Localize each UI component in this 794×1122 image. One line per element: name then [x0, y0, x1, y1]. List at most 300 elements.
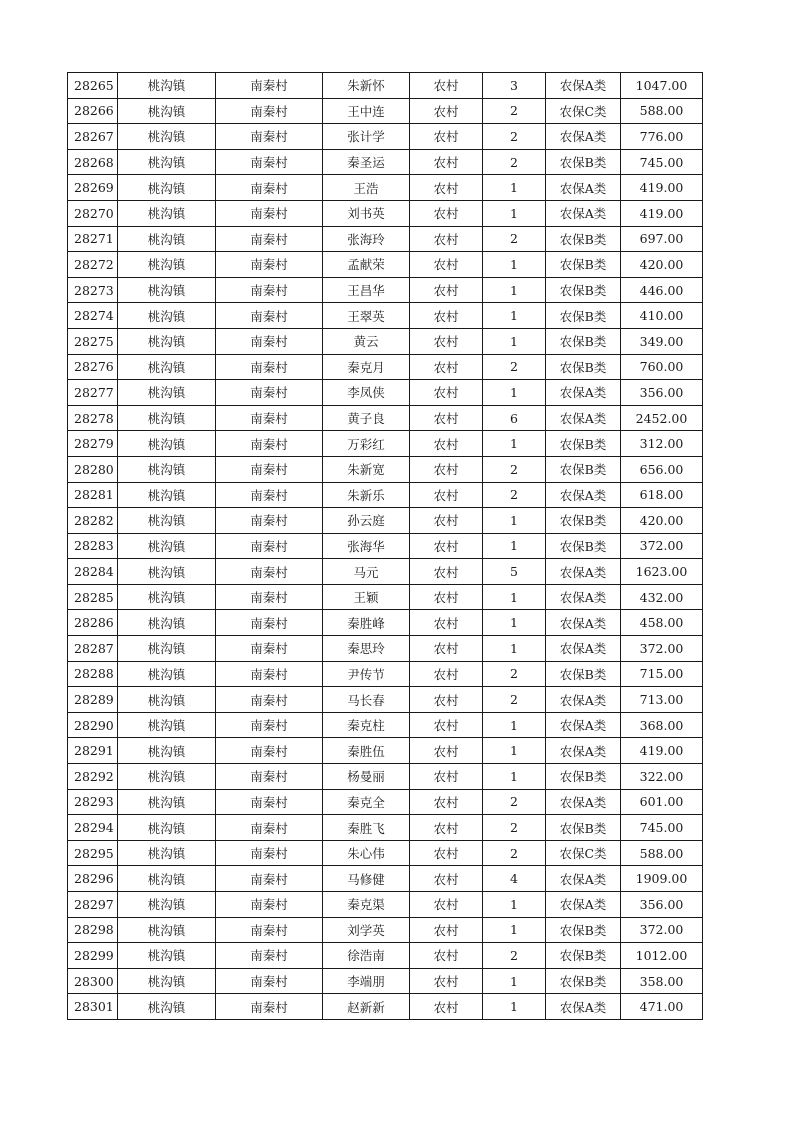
cell-town: 桃沟镇 [118, 764, 216, 790]
cell-amount: 368.00 [621, 712, 703, 738]
cell-town: 桃沟镇 [118, 73, 216, 99]
cell-town: 桃沟镇 [118, 124, 216, 150]
cell-amount: 322.00 [621, 764, 703, 790]
cell-name: 秦克渠 [323, 892, 410, 918]
cell-member-count: 1 [483, 328, 546, 354]
cell-name: 王翠英 [323, 303, 410, 329]
cell-village: 南秦村 [216, 892, 323, 918]
cell-village: 南秦村 [216, 943, 323, 969]
cell-household-type: 农村 [410, 584, 483, 610]
table-row [68, 994, 703, 1020]
cell-household-type: 农村 [410, 98, 483, 124]
cell-town: 桃沟镇 [118, 252, 216, 278]
table-row [68, 687, 703, 713]
cell-household-type: 农村 [410, 917, 483, 943]
cell-town: 桃沟镇 [118, 866, 216, 892]
table-row [68, 610, 703, 636]
table-row [68, 124, 703, 150]
cell-village: 南秦村 [216, 508, 323, 534]
cell-record-id: 28275 [68, 328, 118, 354]
cell-household-type: 农村 [410, 175, 483, 201]
cell-name: 秦胜飞 [323, 815, 410, 841]
cell-name: 秦思玲 [323, 636, 410, 662]
cell-category: 农保A类 [546, 892, 621, 918]
cell-name: 王浩 [323, 175, 410, 201]
cell-amount: 745.00 [621, 149, 703, 175]
cell-town: 桃沟镇 [118, 508, 216, 534]
cell-amount: 419.00 [621, 175, 703, 201]
cell-name: 万彩红 [323, 431, 410, 457]
cell-category: 农保A类 [546, 124, 621, 150]
cell-member-count: 1 [483, 175, 546, 201]
cell-household-type: 农村 [410, 559, 483, 585]
cell-village: 南秦村 [216, 380, 323, 406]
cell-member-count: 1 [483, 252, 546, 278]
cell-household-type: 农村 [410, 533, 483, 559]
cell-village: 南秦村 [216, 328, 323, 354]
cell-household-type: 农村 [410, 328, 483, 354]
cell-name: 赵新新 [323, 994, 410, 1020]
cell-category: 农保A类 [546, 559, 621, 585]
cell-town: 桃沟镇 [118, 661, 216, 687]
cell-record-id: 28296 [68, 866, 118, 892]
cell-village: 南秦村 [216, 917, 323, 943]
cell-village: 南秦村 [216, 636, 323, 662]
cell-category: 农保A类 [546, 687, 621, 713]
cell-village: 南秦村 [216, 687, 323, 713]
cell-category: 农保B类 [546, 456, 621, 482]
cell-household-type: 农村 [410, 738, 483, 764]
cell-amount: 420.00 [621, 252, 703, 278]
cell-household-type: 农村 [410, 354, 483, 380]
cell-town: 桃沟镇 [118, 917, 216, 943]
cell-record-id: 28274 [68, 303, 118, 329]
cell-category: 农保C类 [546, 840, 621, 866]
cell-member-count: 1 [483, 431, 546, 457]
cell-amount: 1012.00 [621, 943, 703, 969]
table-body [68, 73, 703, 1020]
cell-town: 桃沟镇 [118, 968, 216, 994]
table-row [68, 584, 703, 610]
cell-category: 农保A类 [546, 712, 621, 738]
cell-amount: 458.00 [621, 610, 703, 636]
cell-amount: 312.00 [621, 431, 703, 457]
cell-category: 农保B类 [546, 815, 621, 841]
cell-village: 南秦村 [216, 354, 323, 380]
cell-amount: 697.00 [621, 226, 703, 252]
cell-record-id: 28298 [68, 917, 118, 943]
cell-amount: 776.00 [621, 124, 703, 150]
cell-member-count: 1 [483, 892, 546, 918]
cell-town: 桃沟镇 [118, 200, 216, 226]
cell-village: 南秦村 [216, 661, 323, 687]
table-row [68, 559, 703, 585]
cell-amount: 1047.00 [621, 73, 703, 99]
cell-member-count: 6 [483, 405, 546, 431]
table-row [68, 226, 703, 252]
cell-member-count: 2 [483, 354, 546, 380]
cell-town: 桃沟镇 [118, 994, 216, 1020]
cell-name: 徐浩南 [323, 943, 410, 969]
cell-village: 南秦村 [216, 405, 323, 431]
cell-member-count: 1 [483, 994, 546, 1020]
cell-record-id: 28299 [68, 943, 118, 969]
table-row [68, 943, 703, 969]
cell-town: 桃沟镇 [118, 277, 216, 303]
cell-record-id: 28285 [68, 584, 118, 610]
cell-name: 朱新怀 [323, 73, 410, 99]
cell-name: 秦胜峰 [323, 610, 410, 636]
cell-record-id: 28265 [68, 73, 118, 99]
cell-town: 桃沟镇 [118, 405, 216, 431]
cell-town: 桃沟镇 [118, 328, 216, 354]
cell-amount: 715.00 [621, 661, 703, 687]
cell-category: 农保B类 [546, 277, 621, 303]
cell-town: 桃沟镇 [118, 687, 216, 713]
cell-town: 桃沟镇 [118, 456, 216, 482]
table-row [68, 200, 703, 226]
cell-name: 秦克柱 [323, 712, 410, 738]
cell-category: 农保A类 [546, 866, 621, 892]
cell-town: 桃沟镇 [118, 175, 216, 201]
cell-record-id: 28292 [68, 764, 118, 790]
cell-town: 桃沟镇 [118, 533, 216, 559]
cell-household-type: 农村 [410, 994, 483, 1020]
table-row [68, 661, 703, 687]
cell-village: 南秦村 [216, 73, 323, 99]
cell-amount: 760.00 [621, 354, 703, 380]
cell-village: 南秦村 [216, 277, 323, 303]
cell-category: 农保A类 [546, 994, 621, 1020]
cell-record-id: 28277 [68, 380, 118, 406]
cell-record-id: 28290 [68, 712, 118, 738]
cell-member-count: 1 [483, 636, 546, 662]
cell-member-count: 2 [483, 149, 546, 175]
cell-member-count: 5 [483, 559, 546, 585]
cell-village: 南秦村 [216, 584, 323, 610]
cell-member-count: 2 [483, 456, 546, 482]
cell-member-count: 4 [483, 866, 546, 892]
cell-name: 马元 [323, 559, 410, 585]
table-row [68, 917, 703, 943]
cell-household-type: 农村 [410, 252, 483, 278]
cell-amount: 372.00 [621, 636, 703, 662]
cell-record-id: 28282 [68, 508, 118, 534]
cell-record-id: 28301 [68, 994, 118, 1020]
cell-household-type: 农村 [410, 303, 483, 329]
cell-member-count: 2 [483, 815, 546, 841]
cell-category: 农保B类 [546, 303, 621, 329]
cell-amount: 372.00 [621, 533, 703, 559]
cell-name: 张海华 [323, 533, 410, 559]
cell-category: 农保B类 [546, 149, 621, 175]
cell-name: 黄云 [323, 328, 410, 354]
cell-record-id: 28267 [68, 124, 118, 150]
cell-town: 桃沟镇 [118, 738, 216, 764]
cell-amount: 713.00 [621, 687, 703, 713]
cell-record-id: 28283 [68, 533, 118, 559]
cell-member-count: 1 [483, 764, 546, 790]
cell-name: 李端朋 [323, 968, 410, 994]
cell-record-id: 28289 [68, 687, 118, 713]
cell-amount: 618.00 [621, 482, 703, 508]
cell-amount: 601.00 [621, 789, 703, 815]
cell-household-type: 农村 [410, 815, 483, 841]
cell-household-type: 农村 [410, 661, 483, 687]
table-row [68, 636, 703, 662]
cell-name: 刘学英 [323, 917, 410, 943]
cell-village: 南秦村 [216, 149, 323, 175]
cell-household-type: 农村 [410, 968, 483, 994]
cell-amount: 420.00 [621, 508, 703, 534]
cell-name: 杨曼丽 [323, 764, 410, 790]
cell-town: 桃沟镇 [118, 226, 216, 252]
cell-household-type: 农村 [410, 789, 483, 815]
cell-category: 农保B类 [546, 917, 621, 943]
cell-category: 农保A类 [546, 175, 621, 201]
cell-village: 南秦村 [216, 431, 323, 457]
cell-name: 李凤侠 [323, 380, 410, 406]
cell-member-count: 2 [483, 687, 546, 713]
cell-name: 秦克月 [323, 354, 410, 380]
cell-name: 孟献荣 [323, 252, 410, 278]
cell-category: 农保B类 [546, 968, 621, 994]
table-row [68, 380, 703, 406]
document-page [67, 72, 703, 1020]
table-row [68, 738, 703, 764]
cell-village: 南秦村 [216, 303, 323, 329]
cell-village: 南秦村 [216, 789, 323, 815]
cell-name: 秦克全 [323, 789, 410, 815]
cell-member-count: 1 [483, 584, 546, 610]
cell-name: 尹传节 [323, 661, 410, 687]
cell-household-type: 农村 [410, 636, 483, 662]
table-row [68, 405, 703, 431]
cell-record-id: 28280 [68, 456, 118, 482]
table-row [68, 73, 703, 99]
table-row [68, 840, 703, 866]
table-row [68, 712, 703, 738]
cell-town: 桃沟镇 [118, 431, 216, 457]
cell-member-count: 2 [483, 661, 546, 687]
cell-record-id: 28291 [68, 738, 118, 764]
cell-town: 桃沟镇 [118, 943, 216, 969]
cell-category: 农保B类 [546, 354, 621, 380]
cell-amount: 1909.00 [621, 866, 703, 892]
cell-name: 秦圣运 [323, 149, 410, 175]
cell-record-id: 28273 [68, 277, 118, 303]
cell-household-type: 农村 [410, 277, 483, 303]
cell-amount: 1623.00 [621, 559, 703, 585]
cell-amount: 349.00 [621, 328, 703, 354]
cell-category: 农保B类 [546, 431, 621, 457]
cell-category: 农保B类 [546, 764, 621, 790]
cell-member-count: 2 [483, 943, 546, 969]
table-row [68, 533, 703, 559]
cell-village: 南秦村 [216, 226, 323, 252]
table-row [68, 866, 703, 892]
cell-village: 南秦村 [216, 815, 323, 841]
cell-member-count: 1 [483, 533, 546, 559]
cell-member-count: 1 [483, 968, 546, 994]
cell-village: 南秦村 [216, 482, 323, 508]
table-row [68, 456, 703, 482]
cell-member-count: 1 [483, 277, 546, 303]
cell-amount: 419.00 [621, 738, 703, 764]
cell-name: 刘书英 [323, 200, 410, 226]
table-row [68, 328, 703, 354]
cell-name: 孙云庭 [323, 508, 410, 534]
cell-town: 桃沟镇 [118, 354, 216, 380]
cell-category: 农保B类 [546, 226, 621, 252]
table-row [68, 508, 703, 534]
cell-record-id: 28295 [68, 840, 118, 866]
cell-record-id: 28272 [68, 252, 118, 278]
cell-name: 张计学 [323, 124, 410, 150]
table-row [68, 815, 703, 841]
cell-category: 农保B类 [546, 661, 621, 687]
cell-village: 南秦村 [216, 738, 323, 764]
table-row [68, 277, 703, 303]
cell-amount: 656.00 [621, 456, 703, 482]
cell-name: 朱新宽 [323, 456, 410, 482]
table-row [68, 482, 703, 508]
cell-record-id: 28270 [68, 200, 118, 226]
cell-record-id: 28266 [68, 98, 118, 124]
cell-household-type: 农村 [410, 149, 483, 175]
cell-category: 农保A类 [546, 380, 621, 406]
cell-village: 南秦村 [216, 175, 323, 201]
cell-village: 南秦村 [216, 252, 323, 278]
cell-category: 农保C类 [546, 98, 621, 124]
cell-member-count: 2 [483, 789, 546, 815]
cell-record-id: 28294 [68, 815, 118, 841]
cell-member-count: 2 [483, 124, 546, 150]
cell-record-id: 28269 [68, 175, 118, 201]
cell-household-type: 农村 [410, 892, 483, 918]
cell-household-type: 农村 [410, 405, 483, 431]
cell-category: 农保A类 [546, 405, 621, 431]
cell-category: 农保A类 [546, 200, 621, 226]
cell-record-id: 28288 [68, 661, 118, 687]
table-row [68, 252, 703, 278]
cell-household-type: 农村 [410, 866, 483, 892]
table-row [68, 149, 703, 175]
cell-category: 农保B类 [546, 328, 621, 354]
cell-amount: 356.00 [621, 380, 703, 406]
cell-record-id: 28297 [68, 892, 118, 918]
cell-town: 桃沟镇 [118, 892, 216, 918]
table-row [68, 431, 703, 457]
cell-household-type: 农村 [410, 456, 483, 482]
cell-village: 南秦村 [216, 98, 323, 124]
cell-village: 南秦村 [216, 533, 323, 559]
cell-category: 农保A类 [546, 584, 621, 610]
cell-record-id: 28276 [68, 354, 118, 380]
cell-member-count: 2 [483, 840, 546, 866]
cell-member-count: 1 [483, 738, 546, 764]
cell-household-type: 农村 [410, 943, 483, 969]
cell-household-type: 农村 [410, 508, 483, 534]
cell-name: 王昌华 [323, 277, 410, 303]
cell-member-count: 1 [483, 712, 546, 738]
cell-town: 桃沟镇 [118, 610, 216, 636]
cell-record-id: 28268 [68, 149, 118, 175]
cell-record-id: 28278 [68, 405, 118, 431]
cell-category: 农保A类 [546, 636, 621, 662]
cell-amount: 2452.00 [621, 405, 703, 431]
cell-household-type: 农村 [410, 200, 483, 226]
cell-name: 王颖 [323, 584, 410, 610]
cell-household-type: 农村 [410, 226, 483, 252]
table-row [68, 303, 703, 329]
cell-town: 桃沟镇 [118, 482, 216, 508]
cell-name: 马修健 [323, 866, 410, 892]
cell-town: 桃沟镇 [118, 636, 216, 662]
cell-village: 南秦村 [216, 968, 323, 994]
cell-household-type: 农村 [410, 431, 483, 457]
cell-category: 农保A类 [546, 610, 621, 636]
cell-record-id: 28286 [68, 610, 118, 636]
cell-record-id: 28271 [68, 226, 118, 252]
cell-record-id: 28284 [68, 559, 118, 585]
cell-town: 桃沟镇 [118, 712, 216, 738]
cell-name: 朱心伟 [323, 840, 410, 866]
cell-name: 秦胜伍 [323, 738, 410, 764]
cell-name: 张海玲 [323, 226, 410, 252]
cell-record-id: 28293 [68, 789, 118, 815]
cell-category: 农保A类 [546, 738, 621, 764]
cell-member-count: 2 [483, 482, 546, 508]
cell-member-count: 1 [483, 917, 546, 943]
cell-category: 农保B类 [546, 252, 621, 278]
cell-member-count: 1 [483, 610, 546, 636]
cell-category: 农保A类 [546, 789, 621, 815]
cell-town: 桃沟镇 [118, 98, 216, 124]
cell-town: 桃沟镇 [118, 789, 216, 815]
cell-village: 南秦村 [216, 456, 323, 482]
cell-member-count: 2 [483, 98, 546, 124]
benefit-table [67, 72, 703, 1020]
cell-village: 南秦村 [216, 764, 323, 790]
cell-member-count: 2 [483, 226, 546, 252]
cell-amount: 745.00 [621, 815, 703, 841]
cell-member-count: 1 [483, 303, 546, 329]
table-row [68, 892, 703, 918]
cell-household-type: 农村 [410, 764, 483, 790]
cell-amount: 419.00 [621, 200, 703, 226]
table-row [68, 764, 703, 790]
cell-record-id: 28287 [68, 636, 118, 662]
cell-name: 马长春 [323, 687, 410, 713]
cell-household-type: 农村 [410, 73, 483, 99]
cell-amount: 410.00 [621, 303, 703, 329]
cell-amount: 446.00 [621, 277, 703, 303]
cell-amount: 471.00 [621, 994, 703, 1020]
cell-village: 南秦村 [216, 200, 323, 226]
cell-household-type: 农村 [410, 380, 483, 406]
cell-town: 桃沟镇 [118, 815, 216, 841]
cell-amount: 372.00 [621, 917, 703, 943]
cell-household-type: 农村 [410, 687, 483, 713]
cell-member-count: 1 [483, 200, 546, 226]
cell-category: 农保A类 [546, 482, 621, 508]
table-row [68, 175, 703, 201]
cell-village: 南秦村 [216, 840, 323, 866]
cell-household-type: 农村 [410, 712, 483, 738]
cell-amount: 356.00 [621, 892, 703, 918]
cell-village: 南秦村 [216, 124, 323, 150]
